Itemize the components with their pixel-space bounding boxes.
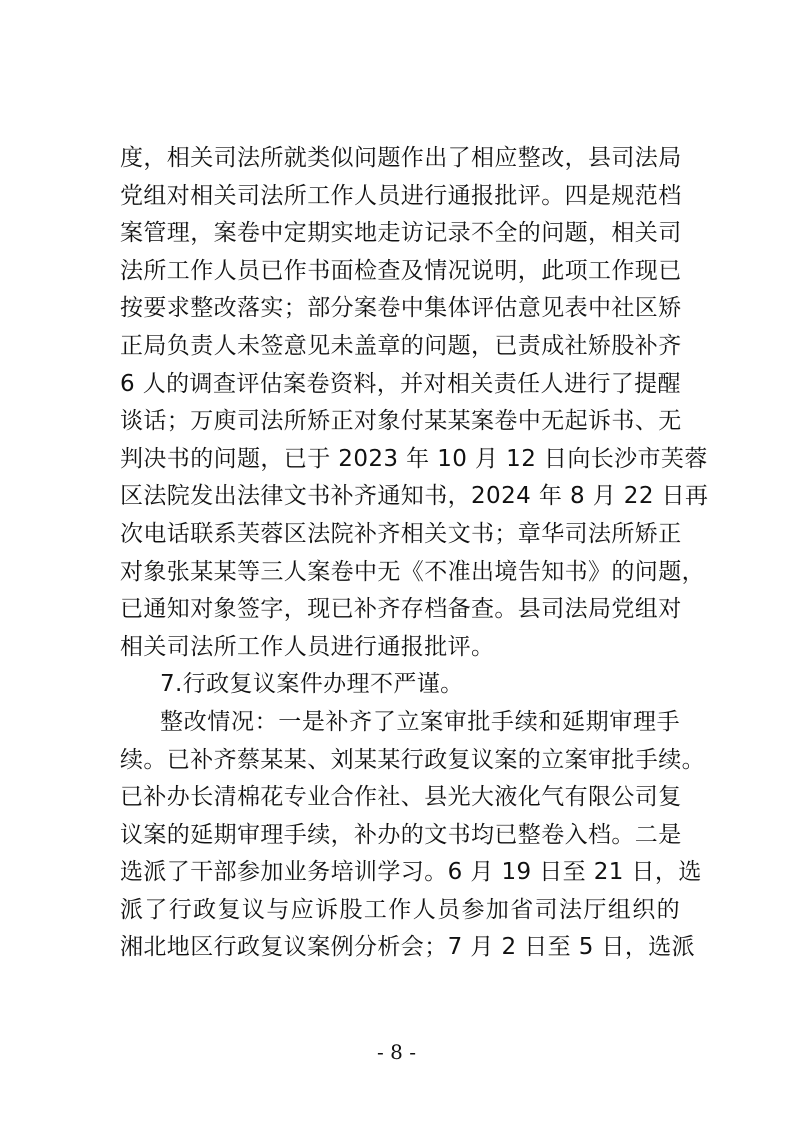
- text-line: 对象张某某等三人案卷中无《不准出境告知书》的问题，: [120, 558, 705, 585]
- text-line: 6 人的调查评估案卷资料，并对相关责任人进行了提醒: [120, 370, 681, 397]
- text-line: 谈话；万庾司法所矫正对象付某某案卷中无起诉书、无: [120, 408, 682, 435]
- section-heading: 7.行政复议案件办理不严谨。: [160, 671, 464, 698]
- text-line: 度，相关司法所就类似问题作出了相应整改，县司法局: [120, 145, 682, 171]
- text-line: 续。已补齐蔡某某、刘某某行政复议案的立案审批手续。: [120, 746, 705, 773]
- text-line: 整改情况：一是补齐了立案审批手续和延期审理手: [160, 708, 680, 735]
- text-line: 党组对相关司法所工作人员进行通报批评。四是规范档: [120, 182, 682, 209]
- text-line: 湘北地区行政复议案例分析会；7 月 2 日至 5 日，选派: [120, 934, 696, 961]
- text-line: 法所工作人员已作书面检查及情况说明，此项工作现已: [120, 257, 682, 284]
- text-line: 案管理，案卷中定期实地走访记录不全的问题，相关司: [120, 220, 682, 247]
- text-line: 判决书的问题，已于 2023 年 10 月 12 日向长沙市芙蓉: [120, 445, 708, 472]
- text-line: 按要求整改落实；部分案卷中集体评估意见表中社区矫: [120, 295, 682, 322]
- page-number: - 8 -: [377, 1040, 416, 1064]
- text-line: 选派了干部参加业务培训学习。6 月 19 日至 21 日，选: [120, 859, 702, 886]
- text-line: 区法院发出法律文书补齐通知书，2024 年 8 月 22 日再: [120, 483, 709, 510]
- text-line: 已通知对象签字，现已补齐存档备查。县司法局党组对: [120, 596, 682, 623]
- text-line: 议案的延期审理手续，补办的文书均已整卷入档。二是: [120, 821, 682, 848]
- text-line: 次电话联系芙蓉区法院补齐相关文书；章华司法所矫正: [120, 520, 682, 547]
- text-line: 已补办长清棉花专业合作社、县光大液化气有限公司复: [120, 784, 682, 811]
- text-line: 派了行政复议与应诉股工作人员参加省司法厅组织的: [120, 896, 680, 923]
- body-text: [120, 140, 709, 967]
- text-line: 相关司法所工作人员进行通报批评。: [120, 633, 495, 660]
- text-line: 正局负责人未签意见未盖章的问题，已责成社矫股补齐: [120, 332, 682, 359]
